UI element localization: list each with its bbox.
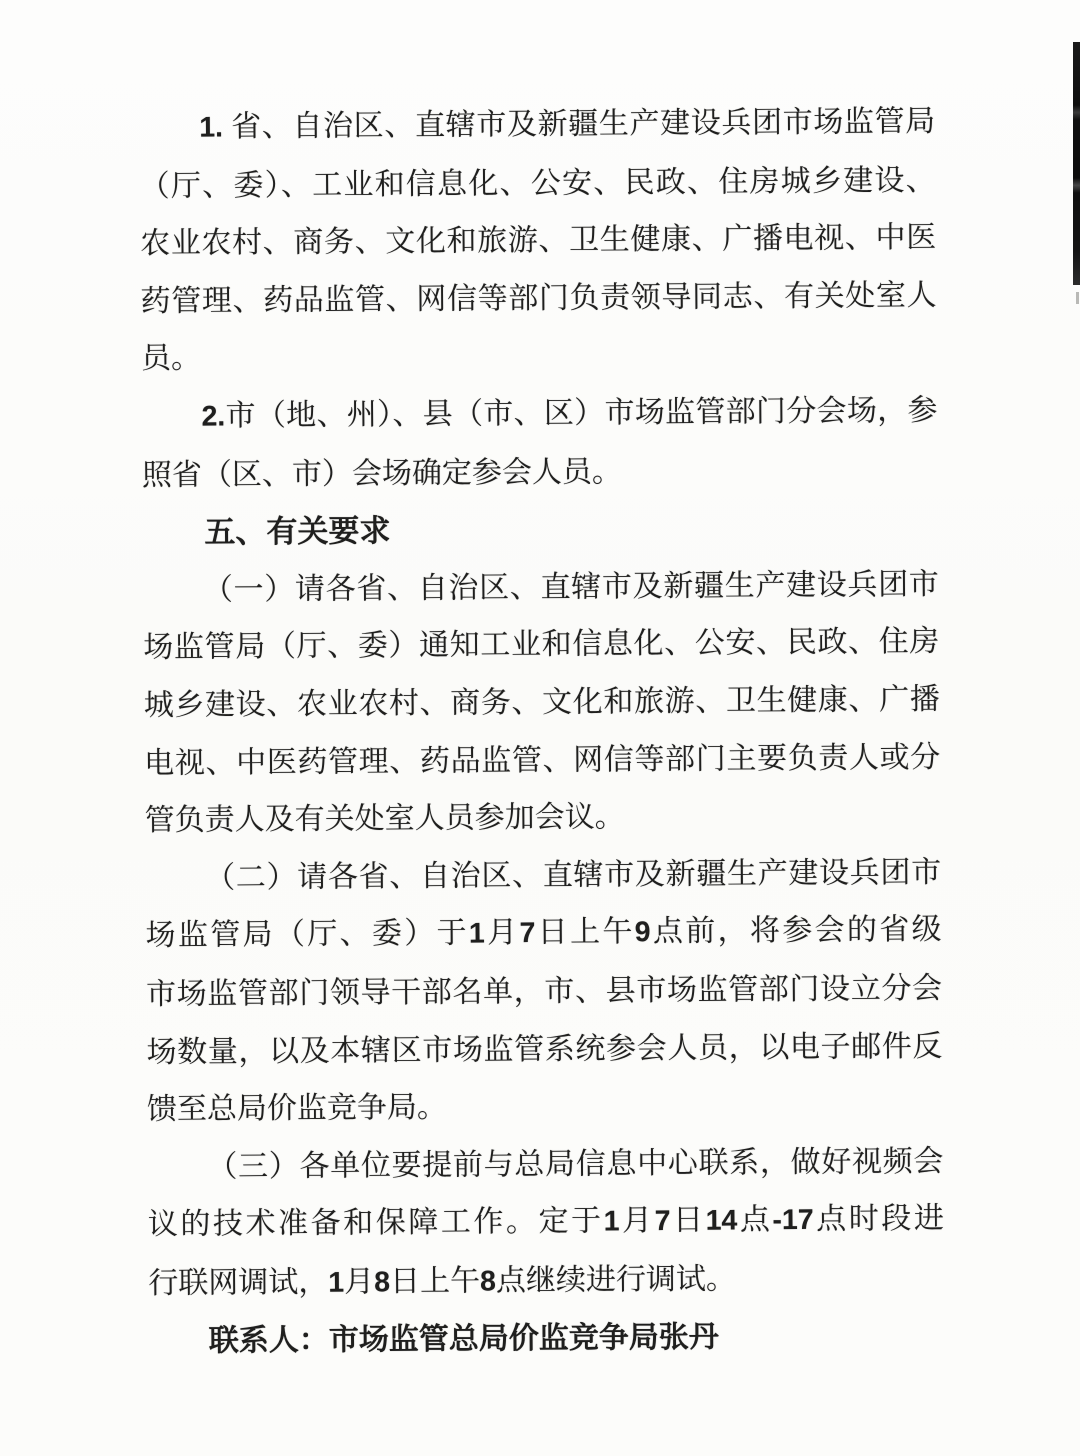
- bold-number: 7: [654, 1205, 671, 1238]
- text-line: 2.市（地、州）、县（市、区）市场监管部门分会场，参: [201, 393, 938, 433]
- text-line: （厅、委）、工业和信息化、公安、民政、住房城乡建设、: [139, 163, 936, 203]
- bold-number: 1.: [199, 111, 224, 144]
- scan-edge-artifact: [1073, 42, 1080, 285]
- text-line: 五、有关要求: [204, 513, 391, 550]
- text-line: 馈至总局价监竞争局。: [146, 1090, 448, 1127]
- bold-number: 2.: [201, 400, 226, 433]
- text-line: 1. 省、自治区、直辖市及新疆生产建设兵团市场监管局: [199, 104, 936, 144]
- contact-line: [149, 1307, 945, 1371]
- text-line: 行联网调试，1月8日上午8点继续进行调试。: [148, 1262, 737, 1300]
- bold-number: 7: [519, 917, 536, 950]
- attendees-item-1: [139, 93, 937, 388]
- bold-number: -17: [772, 1204, 814, 1237]
- document-body: [139, 93, 945, 1371]
- text-line: 市场监管部门领导干部名单，市、县市场监管部门设立分会: [145, 971, 943, 1012]
- text-line: （三）各单位要提前与总局信息中心联系，做好视频会: [207, 1144, 944, 1184]
- bold-number: 1: [603, 1205, 620, 1238]
- text-line: 联系人：市场监管总局价监竞争局张丹: [208, 1321, 719, 1359]
- text-line: （一）请各省、自治区、直辖市及新疆生产建设兵团市: [202, 567, 939, 607]
- bold-number: 14: [705, 1204, 738, 1238]
- requirement-2: [145, 844, 943, 1139]
- text-line: 场数量，以及本辖区市场监管系统参会人员，以电子邮件反: [146, 1029, 943, 1069]
- requirement-3: [147, 1133, 944, 1314]
- text-line: 照省（区、市）会场确定参会人员。: [141, 454, 623, 492]
- section-5-heading: [142, 498, 938, 562]
- text-line: （二）请各省、自治区、直辖市及新疆生产建设兵团市: [205, 855, 942, 895]
- text-line: 管负责人及有关处室人员参加会议。: [144, 800, 625, 838]
- text-line: 员。: [140, 342, 202, 376]
- scan-edge-dot: [1076, 292, 1079, 304]
- bold-number: 1: [328, 1266, 345, 1299]
- bold-number: 8: [374, 1266, 391, 1299]
- text-line: 农业农村、商务、文化和旅游、卫生健康、广播电视、中医: [140, 221, 937, 261]
- text-line: 议的技术准备和保障工作。定于1月7日14点-17点时段进: [147, 1202, 945, 1242]
- text-line: 药管理、药品监管、网信等部门负责领导同志、有关处室人: [140, 278, 937, 318]
- attendees-item-2: [141, 382, 938, 504]
- bold-number: 8: [479, 1265, 497, 1298]
- bold-number: 1: [468, 917, 485, 950]
- requirement-1: [143, 556, 941, 850]
- text-line: 场监管局（厅、委）通知工业和信息化、公安、民政、住房: [143, 625, 940, 665]
- text-line: 电视、中医药管理、药品监管、网信等部门主要负责人或分: [144, 740, 941, 780]
- text-line: 城乡建设、农业农村、商务、文化和旅游、卫生健康、广播: [143, 682, 940, 723]
- text-line: 场监管局（厅、委）于1月7日上午9点前，将参会的省级: [145, 913, 942, 953]
- bold-number: 9: [634, 916, 651, 949]
